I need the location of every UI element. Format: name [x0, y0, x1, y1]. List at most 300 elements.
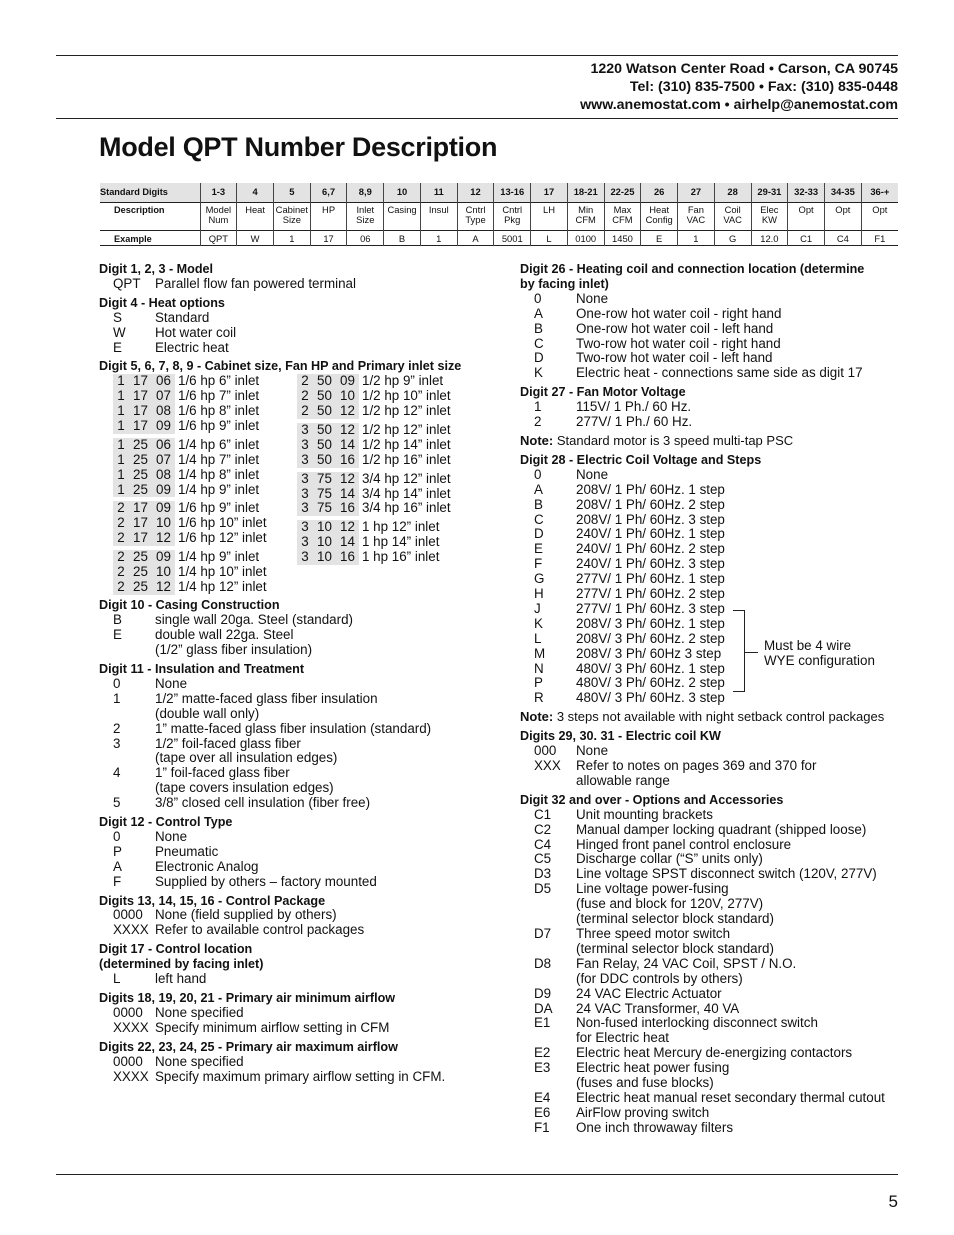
fan-hp-code: 50 — [313, 453, 336, 468]
cabinet-row — [113, 453, 267, 468]
option-code: E4 — [534, 1089, 551, 1105]
option-text: 240V/ 1 Ph/ 60Hz. 1 step — [576, 526, 725, 542]
cabinet-row — [297, 535, 451, 550]
cabinet-group — [297, 374, 451, 419]
option-code: H — [534, 586, 544, 602]
row-label: Example — [100, 230, 200, 246]
description-line: HP — [322, 203, 336, 215]
description-cell — [824, 202, 861, 230]
option-text: None (field supplied by others) — [155, 907, 337, 923]
option-text: 1/2” matte-faced glass fiber insulation — [155, 690, 378, 706]
option-code: 0 — [534, 466, 542, 482]
option-text: Specify maximum primary airflow setting in CFM. — [155, 1068, 446, 1084]
digit-cell: 4 — [237, 183, 274, 202]
digit-cell: 18-21 — [567, 183, 604, 202]
option-row — [520, 852, 900, 867]
option-row — [99, 722, 499, 737]
option-text: Fan Relay, 24 VAC Coil, SPST / N.O. — [576, 955, 797, 971]
option-text: Pneumatic — [155, 843, 219, 859]
option-code: E — [113, 627, 122, 643]
description-line: Size — [282, 214, 301, 225]
cabinet-group — [113, 550, 267, 595]
option-text: Electric heat power fusing — [576, 1060, 730, 1076]
description-line: Cntrl — [465, 203, 486, 215]
option-code: F1 — [534, 1119, 550, 1135]
top-rule — [56, 55, 898, 56]
phone-fax: Tel: (310) 835-7500 • Fax: (310) 835-0448 — [629, 79, 898, 95]
option-row — [520, 867, 900, 882]
option-text: Standard — [155, 309, 210, 325]
option-text: Two-row hot water coil - left hand — [576, 350, 773, 366]
note-label: Note: — [520, 432, 554, 448]
section-heading: by facing inlet) — [520, 276, 609, 291]
example-cell: 06 — [347, 230, 384, 246]
option-code: K — [534, 365, 543, 381]
option-code: C1 — [534, 806, 552, 822]
option-text: Electric heat Mercury de-energizing contactors — [576, 1045, 853, 1061]
cabinet-desc: 1/6 hp 7” inlet — [178, 388, 260, 404]
cabinet-size: 2 — [113, 565, 129, 580]
digit-cell: 27 — [678, 183, 715, 202]
option-row — [520, 823, 900, 838]
cabinet-desc: 1/2 hp 9” inlet — [362, 373, 444, 389]
cabinet-size: 1 — [113, 389, 129, 404]
option-text: Three speed motor switch — [576, 925, 731, 941]
option-row — [99, 845, 499, 860]
page-title: Model QPT Number Description — [99, 132, 498, 162]
option-text: None specified — [155, 1053, 244, 1069]
option-text: Supplied by others – factory mounted — [155, 873, 377, 889]
model-code-table — [100, 183, 898, 246]
option-row — [99, 830, 499, 845]
cabinet-group — [297, 423, 451, 468]
section-digit28 — [520, 453, 900, 706]
cabinet-desc: 1/2 hp 14” inlet — [362, 436, 451, 452]
inlet-code: 16 — [336, 453, 359, 468]
option-row — [520, 987, 900, 1002]
row-label: Standard Digits — [100, 183, 200, 202]
option-text: 3/8” closed cell insulation (fiber free) — [155, 795, 371, 811]
option-row — [520, 527, 900, 542]
wye-note — [764, 638, 875, 668]
description-cell — [273, 202, 310, 230]
description-cell — [861, 202, 898, 230]
section-heading: Digit 12 - Control Type — [99, 815, 233, 830]
fan-hp-code: 50 — [313, 389, 336, 404]
description-cell — [384, 202, 421, 230]
inlet-code: 09 — [152, 483, 175, 498]
example-cell: 1450 — [604, 230, 641, 246]
option-row — [520, 351, 900, 366]
option-code: P — [534, 675, 543, 691]
option-text: None specified — [155, 1004, 244, 1020]
cabinet-row — [297, 389, 451, 404]
cabinet-size: 2 — [113, 501, 129, 516]
cabinet-row — [113, 404, 267, 419]
inlet-code: 09 — [152, 501, 175, 516]
description-cell — [678, 202, 715, 230]
option-row — [520, 1061, 900, 1076]
digit-cell: 10 — [384, 183, 421, 202]
wye-note-line: WYE configuration — [764, 653, 875, 668]
option-code: D — [534, 350, 544, 366]
digit-cell: 29-31 — [751, 183, 788, 202]
option-text: 24 VAC Transformer, 40 VA — [576, 1000, 740, 1016]
option-code: E2 — [534, 1045, 551, 1061]
option-row — [520, 1091, 900, 1106]
description-cell — [494, 202, 531, 230]
option-text: 480V/ 3 Ph/ 60Hz. 3 step — [576, 690, 725, 706]
description-line: Opt — [798, 203, 814, 215]
option-code: F — [113, 873, 122, 889]
cabinet-desc: 1/2 hp 16” inlet — [362, 451, 451, 467]
option-code: 000 — [534, 743, 557, 759]
example-cell: 1 — [678, 230, 715, 246]
example-cell: 1 — [420, 230, 457, 246]
option-code: 2 — [113, 720, 121, 736]
description-line: CFM — [575, 214, 596, 225]
option-row — [520, 1046, 900, 1061]
option-text: Unit mounting brackets — [576, 806, 713, 822]
cabinet-desc: 1/4 hp 10” inlet — [178, 564, 267, 580]
digit-cell: 34-35 — [824, 183, 861, 202]
digit-cell: 6,7 — [310, 183, 347, 202]
option-row — [99, 1070, 499, 1085]
option-code: L — [534, 630, 542, 646]
fan-hp-code: 17 — [129, 389, 152, 404]
option-row — [99, 972, 499, 987]
option-code: P — [113, 843, 122, 859]
digit-cell: 28 — [714, 183, 751, 202]
option-code: 1 — [113, 690, 121, 706]
example-cell: A — [457, 230, 494, 246]
cabinet-row — [297, 438, 451, 453]
cabinet-size: 1 — [113, 468, 129, 483]
option-row — [99, 341, 499, 356]
option-continuation: (tape covers insulation edges) — [155, 780, 334, 796]
option-code: L — [113, 971, 121, 987]
option-text: 208V/ 1 Ph/ 60Hz. 3 step — [576, 511, 725, 527]
option-row — [520, 927, 900, 942]
cabinet-size: 1 — [113, 404, 129, 419]
cabinet-desc: 3/4 hp 12” inlet — [362, 470, 451, 486]
description-cell — [531, 202, 568, 230]
option-continuation: (terminal selector block standard) — [576, 940, 774, 956]
section-digit32 — [520, 793, 900, 1136]
fan-hp-code: 25 — [129, 453, 152, 468]
option-text: AirFlow proving switch — [576, 1104, 710, 1120]
cabinet-desc: 1/2 hp 10” inlet — [362, 388, 451, 404]
option-code: A — [534, 481, 543, 497]
option-code: 0 — [534, 290, 542, 306]
option-code: W — [113, 324, 126, 340]
option-code: XXX — [534, 758, 561, 773]
cabinet-row — [297, 501, 451, 516]
option-text: 480V/ 3 Ph/ 60Hz. 1 step — [576, 660, 725, 676]
section-heading: Digit 5, 6, 7, 8, 9 - Cabinet size, Fan HP and Primary inlet size — [99, 359, 462, 374]
description-line: Cntrl — [502, 203, 523, 215]
option-code: K — [534, 615, 543, 631]
option-row — [99, 1021, 499, 1036]
option-row — [99, 277, 499, 292]
description-line: Opt — [872, 203, 888, 215]
wye-bracket — [744, 610, 745, 692]
description-line: LH — [542, 203, 555, 215]
fan-hp-code: 17 — [129, 374, 152, 389]
option-code: D9 — [534, 985, 552, 1001]
cabinet-size: 3 — [297, 438, 313, 453]
cabinet-size: 3 — [297, 472, 313, 487]
cabinet-size: 2 — [297, 374, 313, 389]
option-text: Electronic Analog — [155, 858, 259, 874]
option-code: 0000 — [113, 907, 143, 923]
description-cell — [604, 202, 641, 230]
cabinet-desc: 1/4 hp 8” inlet — [178, 466, 260, 482]
option-continuation: (terminal selector block standard) — [576, 911, 774, 927]
option-row — [520, 838, 900, 853]
fan-hp-code: 50 — [313, 404, 336, 419]
cabinet-size: 3 — [297, 535, 313, 550]
option-code: 1 — [534, 399, 542, 415]
option-text: Line voltage power-fusing — [576, 881, 729, 897]
option-text: 1/2” foil-faced glass fiber — [155, 735, 301, 751]
option-text: 240V/ 1 Ph/ 60Hz. 3 step — [576, 556, 725, 572]
example-cell: C4 — [824, 230, 861, 246]
description-line: KW — [761, 214, 777, 225]
digit-cell: 32-33 — [788, 183, 825, 202]
cabinet-size: 1 — [113, 438, 129, 453]
fan-hp-code: 75 — [313, 487, 336, 502]
inlet-code: 12 — [336, 472, 359, 487]
example-row — [100, 230, 898, 246]
cabinet-row — [113, 468, 267, 483]
example-cell: C1 — [788, 230, 825, 246]
cabinet-row — [297, 520, 451, 535]
cabinet-row — [297, 374, 451, 389]
option-continuation: (1/2” glass fiber insulation) — [155, 642, 313, 658]
description-line: Type — [465, 214, 486, 225]
cabinet-row — [113, 419, 267, 434]
inlet-code: 08 — [152, 468, 175, 483]
cabinet-size: 1 — [113, 419, 129, 434]
option-row — [520, 307, 900, 322]
note — [520, 710, 900, 725]
fan-hp-code: 17 — [129, 419, 152, 434]
description-cell — [347, 202, 384, 230]
inlet-code: 14 — [336, 535, 359, 550]
option-code: 0 — [113, 828, 121, 844]
description-cell — [641, 202, 678, 230]
cabinet-desc: 1/2 hp 12” inlet — [362, 422, 451, 438]
section-heading: Digit 10 - Casing Construction — [99, 598, 280, 613]
fan-hp-code: 17 — [129, 531, 152, 546]
section-digit4 — [99, 296, 499, 356]
option-text: 277V/ 1 Ph/ 60Hz. 2 step — [576, 586, 725, 602]
note-text: Standard motor is 3 speed multi-tap PSC — [556, 432, 794, 448]
option-code: J — [534, 600, 541, 616]
option-code: S — [113, 309, 122, 325]
section-heading: Digit 1, 2, 3 - Model — [99, 262, 214, 276]
cabinet-row — [113, 580, 267, 595]
description-line: Coil — [724, 203, 741, 215]
option-code: 0000 — [113, 1053, 143, 1069]
fan-hp-code: 50 — [313, 374, 336, 389]
description-cell — [751, 202, 788, 230]
description-line: Opt — [835, 203, 851, 215]
example-cell: L — [531, 230, 568, 246]
option-text: Parallel flow fan powered terminal — [155, 275, 356, 291]
fan-hp-code: 10 — [313, 535, 336, 550]
cabinet-size: 3 — [297, 453, 313, 468]
inlet-code: 12 — [152, 580, 175, 595]
inlet-code: 16 — [336, 501, 359, 516]
section-heading: Digit 4 - Heat options — [99, 295, 225, 310]
option-row — [520, 337, 900, 352]
option-row — [520, 400, 900, 415]
description-line: Cabinet — [275, 203, 308, 215]
cabinet-size: 2 — [113, 580, 129, 595]
cabinet-desc: 1 hp 12” inlet — [362, 519, 440, 535]
section-heading: Digits 18, 19, 20, 21 - Primary air minimum airflow — [99, 991, 396, 1005]
section-digit11 — [99, 662, 499, 811]
cabinet-desc: 3/4 hp 14” inlet — [362, 485, 451, 501]
option-code: E — [534, 541, 543, 557]
cabinet-size: 3 — [297, 520, 313, 535]
option-row — [520, 498, 900, 513]
cabinet-row — [297, 423, 451, 438]
option-text: Non-fused interlocking disconnect switch — [576, 1015, 818, 1031]
option-code: M — [534, 645, 546, 661]
cabinet-size: 3 — [297, 550, 313, 565]
inlet-code: 10 — [336, 389, 359, 404]
inlet-code: 12 — [152, 531, 175, 546]
inlet-code: 06 — [152, 438, 175, 453]
cabinet-group — [297, 472, 451, 517]
digit-cell: 1-3 — [200, 183, 237, 202]
option-code: XXXX — [113, 922, 149, 938]
cabinet-desc: 1/6 hp 8” inlet — [178, 403, 260, 419]
inlet-code: 14 — [336, 438, 359, 453]
option-text: 277V/ 1 Ph/ 60Hz. 1 step — [576, 571, 725, 587]
standard-digits-row — [100, 183, 898, 202]
cabinet-desc: 1/6 hp 10” inlet — [178, 515, 267, 531]
cabinet-size: 1 — [113, 483, 129, 498]
option-text: Electric heat - connections same side as digit 17 — [576, 365, 863, 381]
inlet-code: 09 — [152, 419, 175, 434]
cabinet-desc: 1/2 hp 12” inlet — [362, 403, 451, 419]
option-text: double wall 22ga. Steel — [155, 627, 294, 643]
cabinet-group — [113, 438, 267, 498]
option-code: B — [534, 496, 543, 512]
option-row — [99, 613, 499, 628]
option-text: 208V/ 3 Ph/ 60Hz 3 step — [576, 645, 722, 661]
option-row — [520, 676, 900, 691]
digit-cell: 11 — [420, 183, 457, 202]
description-line: Inlet — [356, 203, 375, 215]
option-row — [99, 875, 499, 890]
description-cell — [788, 202, 825, 230]
option-code: N — [534, 660, 544, 676]
cabinet-size: 1 — [113, 453, 129, 468]
option-code: C5 — [534, 851, 552, 867]
example-cell: W — [237, 230, 274, 246]
cabinet-row — [297, 472, 451, 487]
description-line: Fan — [687, 203, 704, 215]
wye-bracket-tick — [744, 652, 758, 653]
option-text: 24 VAC Electric Actuator — [576, 985, 722, 1001]
cabinet-desc: 1/6 hp 9” inlet — [178, 500, 260, 516]
description-line: CFM — [612, 214, 633, 225]
fan-hp-code: 75 — [313, 501, 336, 516]
option-row — [99, 1006, 499, 1021]
option-code: R — [534, 690, 544, 706]
note — [520, 434, 900, 449]
fan-hp-code: 17 — [129, 501, 152, 516]
section-heading: (determined by facing inlet) — [99, 957, 264, 972]
note-label: Note: — [520, 709, 554, 725]
description-line: Heat — [649, 203, 670, 215]
option-text: Electric heat — [155, 339, 229, 355]
description-cell — [237, 202, 274, 230]
option-code: C — [534, 335, 544, 351]
description-line: Insul — [428, 203, 449, 215]
section-digit1821 — [99, 991, 499, 1036]
option-continuation: (double wall only) — [155, 705, 260, 721]
option-code: D — [534, 526, 544, 542]
option-row — [99, 326, 499, 341]
option-code: C4 — [534, 836, 552, 852]
description-line: Model — [205, 203, 232, 215]
fan-hp-code: 10 — [313, 550, 336, 565]
option-code: 0000 — [113, 1004, 143, 1020]
inlet-code: 10 — [152, 565, 175, 580]
description-line: Max — [613, 203, 632, 215]
cabinet-size: 2 — [297, 389, 313, 404]
fan-hp-code: 25 — [129, 565, 152, 580]
option-text: One-row hot water coil - right hand — [576, 305, 782, 321]
option-row — [99, 311, 499, 326]
option-text: Two-row hot water coil - right hand — [576, 335, 781, 351]
option-text: 480V/ 3 Ph/ 60Hz. 2 step — [576, 675, 725, 691]
inlet-code: 09 — [152, 550, 175, 565]
option-row — [520, 542, 900, 557]
description-line: Num — [208, 214, 229, 225]
option-code: 4 — [113, 765, 121, 781]
fan-hp-code: 50 — [313, 423, 336, 438]
option-text: One inch throwaway filters — [576, 1119, 734, 1135]
cabinet-desc: 1/4 hp 6” inlet — [178, 436, 260, 452]
description-cell — [714, 202, 751, 230]
digit-cell: 22-25 — [604, 183, 641, 202]
option-text: None — [155, 675, 188, 691]
cabinet-row — [113, 531, 267, 546]
description-cell — [310, 202, 347, 230]
digit-cell: 13-16 — [494, 183, 531, 202]
option-code: 3 — [113, 735, 121, 751]
option-text: 208V/ 1 Ph/ 60Hz. 2 step — [576, 496, 725, 512]
cabinet-size: 2 — [113, 550, 129, 565]
option-code: A — [113, 858, 122, 874]
example-cell: 0100 — [567, 230, 604, 246]
inlet-code: 14 — [336, 487, 359, 502]
option-row — [520, 957, 900, 972]
cabinet-desc: 1/4 hp 9” inlet — [178, 549, 260, 565]
row-label: Description — [100, 202, 200, 230]
option-text: Manual damper locking quadrant (shipped loose) — [576, 821, 867, 837]
right-column — [520, 262, 900, 1140]
fan-hp-code: 17 — [129, 516, 152, 531]
description-cell — [200, 202, 237, 230]
